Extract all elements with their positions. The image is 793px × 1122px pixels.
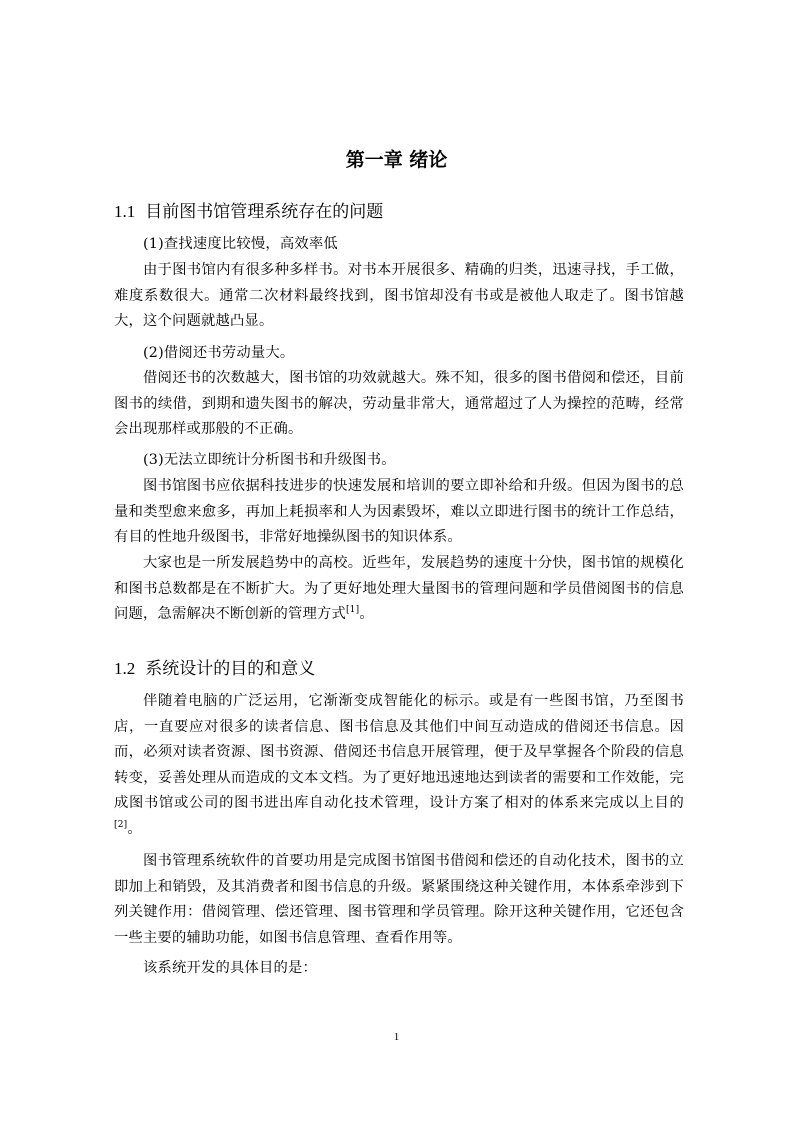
paragraph: (2)借阅还书劳动量大。	[143, 345, 295, 361]
section-title: 系统设计的目的和意义	[145, 659, 316, 679]
chapter-title: 第一章 绪论	[345, 149, 448, 171]
paragraph: 由于图书馆内有很多种多样书。对书本开展很多、精确的归类，迅速寻找，手工做，难度系数很大。通常二次材料最终找到，图书馆却没有书或是被他人取走了。图书馆越大，这个问题就越凸显。	[114, 262, 684, 330]
paragraph: 图书馆图书应依据科技进步的快速发展和培训的要立即补给和升级。但因为图书的总量和类型愈来愈多，再加上耗损率和人为因素毁坏，难以立即进行图书的统计工作总结，有目的性地升级图书，非常好地操纵图书的知识体系。	[114, 478, 684, 546]
citation-ref: [2]	[114, 820, 128, 831]
section-number: 1.2	[114, 659, 136, 678]
section-heading-1-1	[114, 199, 684, 225]
paragraph: (3)无法立即统计分析图书和升级图书。	[143, 452, 396, 468]
section-title: 目前图书馆管理系统存在的问题	[145, 202, 384, 222]
paragraph: 图书管理系统软件的首要功用是完成图书馆图书借阅和偿还的自动化技术，图书的立即加上和销毁，及其消费者和图书信息的升级。紧紧围绕这种关键作用，本体系牵涉到下列关键作用：借阅管理、偿还管理、图书管理和学员管理。除开这种关键作用，它还包含一些主要的辅助功能，如图书信息管理、查看作用等。	[114, 853, 684, 946]
paragraph-end: 。	[359, 606, 374, 623]
citation-ref: [1]	[345, 605, 360, 616]
paragraph	[114, 551, 684, 628]
paragraph: 该系统开发的具体目的是：	[143, 960, 317, 976]
section-number: 1.1	[114, 202, 136, 221]
page-number: 1	[393, 1031, 400, 1043]
paragraph: (1)查找速度比较慢，高效率低	[143, 236, 338, 252]
paragraph-text: 伴随着电脑的广泛运用，它渐渐变成智能化的标示。或是有一些图书馆，乃至图书店，一直要应对很多的读者信息、图书信息及其他们中间互动造成的借阅还书信息。因而，必须对读者资源、图书资源、借阅还书信息开展管理，便于及早掌握各个阶段的信息转变，妥善处理从而造成的文本文档。为了更好地迅速地达到读者的需要和工作效能，完成图书馆或公司的图书进出库自动化技术管理，设计方案了相对的体系来完成以上目的	[114, 693, 684, 812]
section-heading-1-2	[114, 656, 684, 682]
paragraph	[114, 689, 684, 843]
paragraph-end: 。	[127, 820, 142, 837]
paragraph: 借阅还书的次数越大，图书馆的功效就越大。殊不知，很多的图书借阅和偿还，目前图书的续借，到期和遗失图书的解决，劳动量非常大，通常超过了人为操控的范畴，经常会出现那样或那般的不正确。	[114, 370, 684, 438]
paragraph-text: 大家也是一所发展趋势中的高校。近些年，发展趋势的速度十分快，图书馆的规模化和图书总数都是在不断扩大。为了更好地处理大量图书的管理问题和学员借阅图书的信息问题，急需解决不断创新的管理方式	[114, 555, 684, 623]
